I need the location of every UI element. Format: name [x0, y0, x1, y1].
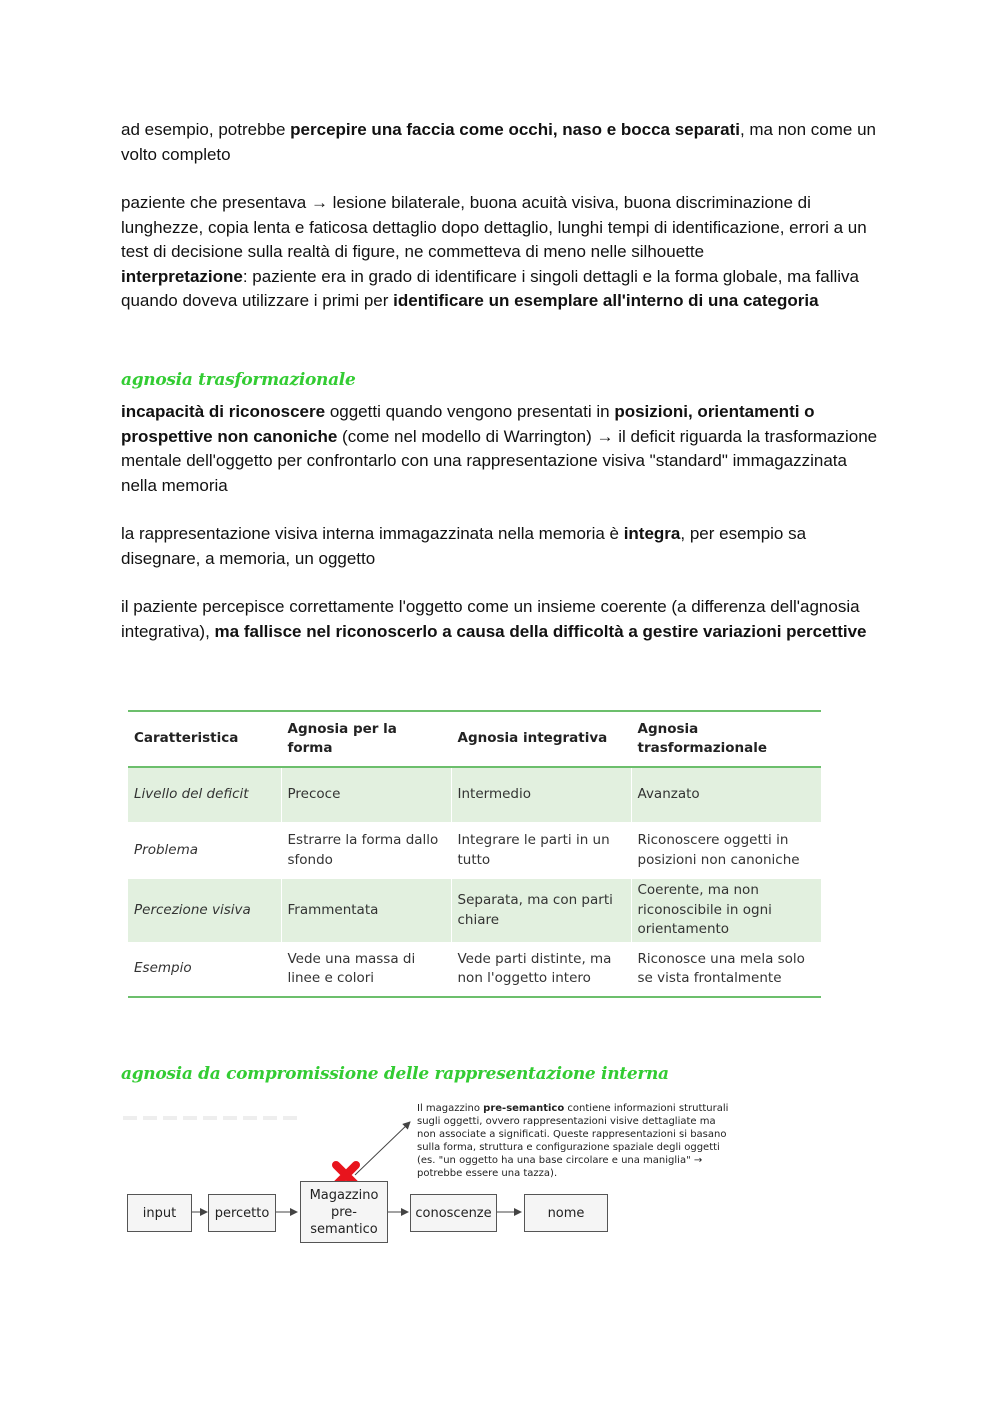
- table-cell: Coerente, ma non riconoscibile in ogni orientamento: [631, 879, 821, 942]
- section-trasformazionale-body: [121, 400, 881, 644]
- table-header-cell: Caratteristica: [134, 730, 239, 747]
- table-cell: Percezione visiva: [134, 901, 251, 918]
- intro-paragraph-3: interpretazione: paziente era in grado di identificare i singoli dettagli e la forma globale, ma falliva quando doveva utilizzare i primi per identificare un esemplare all'interno di una categoria: [121, 266, 859, 310]
- table-cell: Vede parti distinte, ma non l'oggetto intero: [451, 942, 631, 997]
- section-heading-trasformazionale: agnosia trasformazionale: [121, 370, 356, 390]
- box-percetto: percetto: [208, 1194, 276, 1232]
- box-input: input: [127, 1194, 192, 1232]
- table-row: [128, 942, 821, 997]
- model-diagram: [120, 1100, 740, 1260]
- box-conoscenze: conoscenze: [410, 1194, 497, 1232]
- intro-paragraph-2: paziente che presentava → lesione bilaterale, buona acuità visiva, buona discriminazione di lunghezze, copia lenta e faticosa dettaglio dopo dettaglio, lunghi tempi di identificazione, errori a un test di decisione sulla realtà di figure, ne commetteva di meno nelle silhouette: [121, 193, 867, 261]
- table-row: [128, 767, 821, 822]
- box-nome: nome: [524, 1194, 608, 1232]
- table-cell: Precoce: [281, 767, 451, 822]
- table-cell: Riconosce una mela solo se vista frontalmente: [631, 942, 821, 997]
- pre-semantic-note: Il magazzino pre-semantico contiene informazioni strutturali sugli oggetti, ovvero rappresentazioni visive dettagliate ma non associate a significati. Queste rappresentazioni si basano sulla forma, struttura e configurazione spaziale degli oggetti (es. "un oggetto ha una base circolare e una maniglia" → potrebbe essere una tazza).: [417, 1103, 729, 1179]
- table-row: [128, 822, 821, 879]
- table-cell: Intermedio: [451, 767, 631, 822]
- section-heading-rappresentazione-interna: agnosia da compromissione delle rappresentazione interna: [121, 1064, 669, 1084]
- intro-paragraph-1: ad esempio, potrebbe percepire una faccia come occhi, naso e bocca separati, ma non come un volto completo: [121, 120, 877, 164]
- section1-paragraph-3: il paziente percepisce correttamente l'oggetto come un insieme coerente (a differenza dell'agnosia integrativa), ma fallisce nel riconoscerlo a causa della difficoltà a gestire variazioni percettive: [121, 597, 867, 641]
- section1-paragraph-1: incapacità di riconoscere oggetti quando vengono presentati in posizioni, orientamenti o prospettive non canoniche (come nel modello di Warrington) → il deficit riguarda la trasformazione mentale dell'oggetto per confrontarlo con una rappresentazione visiva "standard" immagazzinata nella memoria: [121, 402, 878, 495]
- table-cell: Riconoscere oggetti in posizioni non canoniche: [631, 822, 821, 879]
- table-cell: Problema: [134, 841, 198, 858]
- intro-block: [121, 118, 881, 314]
- table-cell: Livello del deficit: [134, 786, 249, 803]
- table-cell: Separata, ma con parti chiare: [451, 879, 631, 942]
- table-header-cell: Agnosia per la forma: [281, 711, 451, 767]
- table-cell: Vede una massa di linee e colori: [281, 942, 451, 997]
- table-cell: Estrarre la forma dallo sfondo: [281, 822, 451, 879]
- box-magazzino-pre-semantico: Magazzino pre-semantico: [300, 1181, 388, 1243]
- table-cell: Avanzato: [631, 767, 821, 822]
- table-cell: Esempio: [134, 960, 192, 977]
- comparison-table: [128, 710, 821, 998]
- note-pointer-arrow: [355, 1122, 410, 1175]
- section1-paragraph-2: la rappresentazione visiva interna immagazzinata nella memoria è integra, per esempio sa disegnare, a memoria, un oggetto: [121, 524, 807, 568]
- table-header-cell: Agnosia trasformazionale: [631, 711, 821, 767]
- table-header-cell: Agnosia integrativa: [451, 711, 631, 767]
- table-cell: Integrare le parti in un tutto: [451, 822, 631, 879]
- table-row: [128, 879, 821, 942]
- table-cell: Frammentata: [281, 879, 451, 942]
- table-header-row: [128, 711, 821, 767]
